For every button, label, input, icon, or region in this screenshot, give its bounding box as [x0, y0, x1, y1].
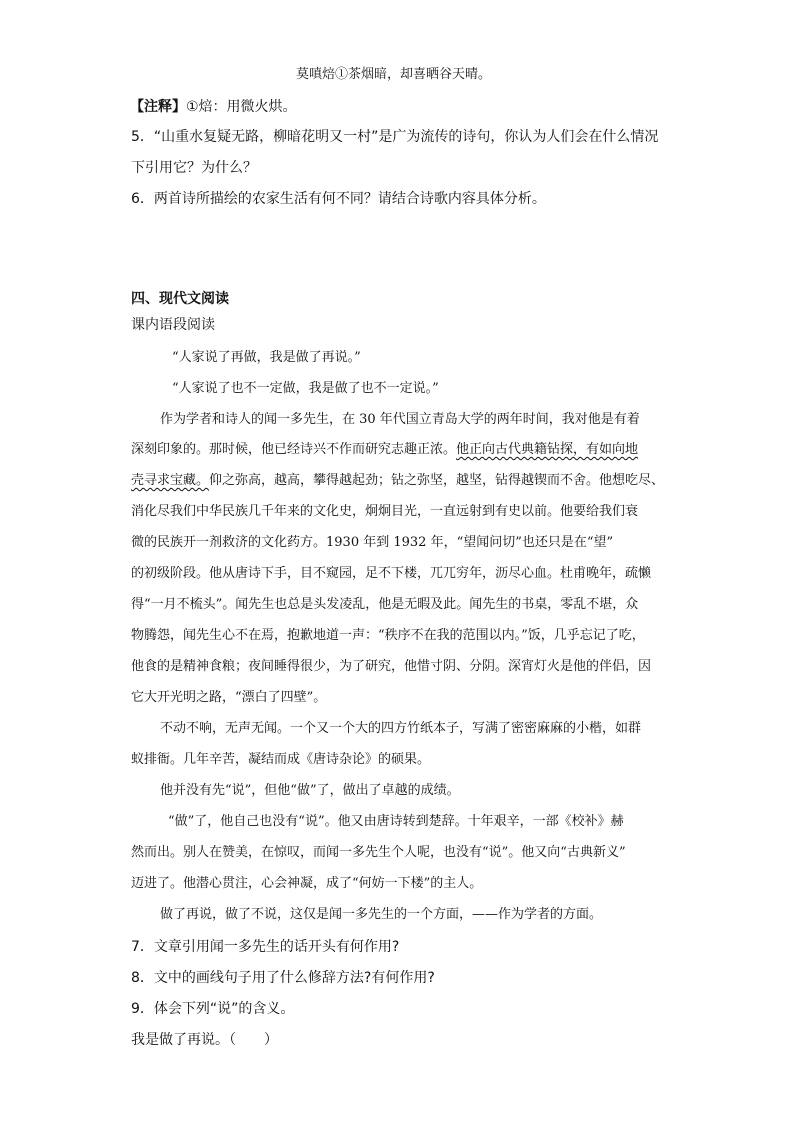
question-5-line-2: 下引用它？为什么？ — [131, 160, 257, 176]
passage-paragraph-line — [131, 473, 664, 489]
underlined-sentence: 壳寻求宝藏。 — [131, 473, 210, 488]
passage-text: 深刻印象的。那时候，他已经诗兴不作而研究志趣正浓。 — [131, 442, 457, 457]
question-9-item: 我是做了再说。（ ） — [131, 1032, 278, 1048]
section-subtitle: 课内语段阅读 — [131, 317, 215, 333]
passage-paragraph-line: “做”了，他自己也没有“说”。他又由唐诗转到楚辞。十年艰辛，一部《校补》赫 — [168, 814, 624, 829]
note-line — [130, 99, 297, 116]
passage-paragraph-line: 他并没有先“说”，但他“做”了，做出了卓越的成绩。 — [160, 783, 460, 798]
question-5-line-1: 5．“山重水复疑无路，柳暗花明又一村”是广为流传的诗句，你认为人们会在什么情况 — [131, 129, 659, 145]
passage-paragraph-line: 消化尽我们中华民族几千年来的文化史，炯炯目光，一直远射到有史以前。他要给我们衰 — [131, 504, 639, 519]
passage-text: 仰之弥高，越高，攀得越起劲；钻之弥坚，越坚，钻得越锲而不舍。他想吃尽、 — [209, 473, 665, 488]
passage-paragraph-line: 不动不响，无声无闻。一个又一个大的四方竹纸本子，写满了密密麻麻的小楷，如群 — [160, 721, 642, 736]
poem-line: 莫嗔焙①茶烟暗，却喜晒谷天晴。 — [296, 67, 492, 82]
passage-paragraph-line: 做了再说，做了不说，这仅是闻一多先生的一个方面，——作为学者的方面。 — [160, 907, 603, 922]
note-text: ①焙：用微火烘。 — [186, 99, 297, 115]
question-7: 7．文章引用闻一多先生的话开头有何作用? — [131, 939, 400, 955]
passage-paragraph-line: 物腾怨，闻先生心不在焉，抱歉地道一声：“秩序不在我的范围以内。”饭，几乎忘记了吃， — [131, 628, 645, 643]
passage-paragraph-line: 他食的是精神食粮；夜间睡得很少，为了研究，他惜寸阴、分阴。深宵灯火是他的伴侣，因 — [131, 659, 652, 674]
passage-paragraph-line: 它大开光明之路，“漂白了四壁”。 — [131, 690, 327, 705]
note-label: 【注释】 — [130, 99, 186, 115]
question-6: 6．两首诗所描绘的农家生活有何不同？请结合诗歌内容具体分析。 — [131, 191, 546, 207]
passage-paragraph-line: 得“一月不梳头”。闻先生也总是头发凌乱，他是无暇及此。闻先生的书桌，零乱不堪，众 — [131, 597, 639, 612]
passage-paragraph-line: 迈进了。他潜心贯注，心会神凝，成了“何妨一下楼”的主人。 — [131, 876, 483, 891]
passage-paragraph-line: 蚁排衙。几年辛苦，凝结而成《唐诗杂论》的硕果。 — [131, 752, 431, 767]
passage-paragraph-line: 作为学者和诗人的闻一多先生，在 30 年代国立青岛大学的两年时间，我对他是有着 — [160, 412, 640, 427]
question-8: 8．文中的画线句子用了什么修辞方法?有何作用? — [131, 970, 435, 986]
passage-paragraph-line: 的初级阶段。他从唐诗下手，目不窥园，足不下楼，兀兀穷年，沥尽心血。杜甫晚年，疏懒 — [131, 566, 652, 581]
passage-paragraph-line — [131, 442, 638, 458]
passage-paragraph-line: 然而出。别人在赞美，在惊叹，而闻一多先生个人呢，也没有“说”。他又向“古典新义” — [131, 845, 626, 860]
passage-quote-1: “人家说了再做，我是做了再说。” — [172, 350, 361, 365]
underlined-sentence: 他正向古代典籍钻探，有如向地 — [456, 442, 639, 457]
passage-paragraph-line: 微的民族开一剂救济的文化药方。1930 年到 1932 年，“望闻问切”也还只是在“望” — [131, 535, 614, 550]
question-9: 9．体会下列“说”的含义。 — [131, 1001, 295, 1017]
passage-quote-2: “人家说了也不一定做，我是做了也不一定说。” — [172, 381, 439, 396]
section-title: 四、现代文阅读 — [131, 291, 229, 307]
